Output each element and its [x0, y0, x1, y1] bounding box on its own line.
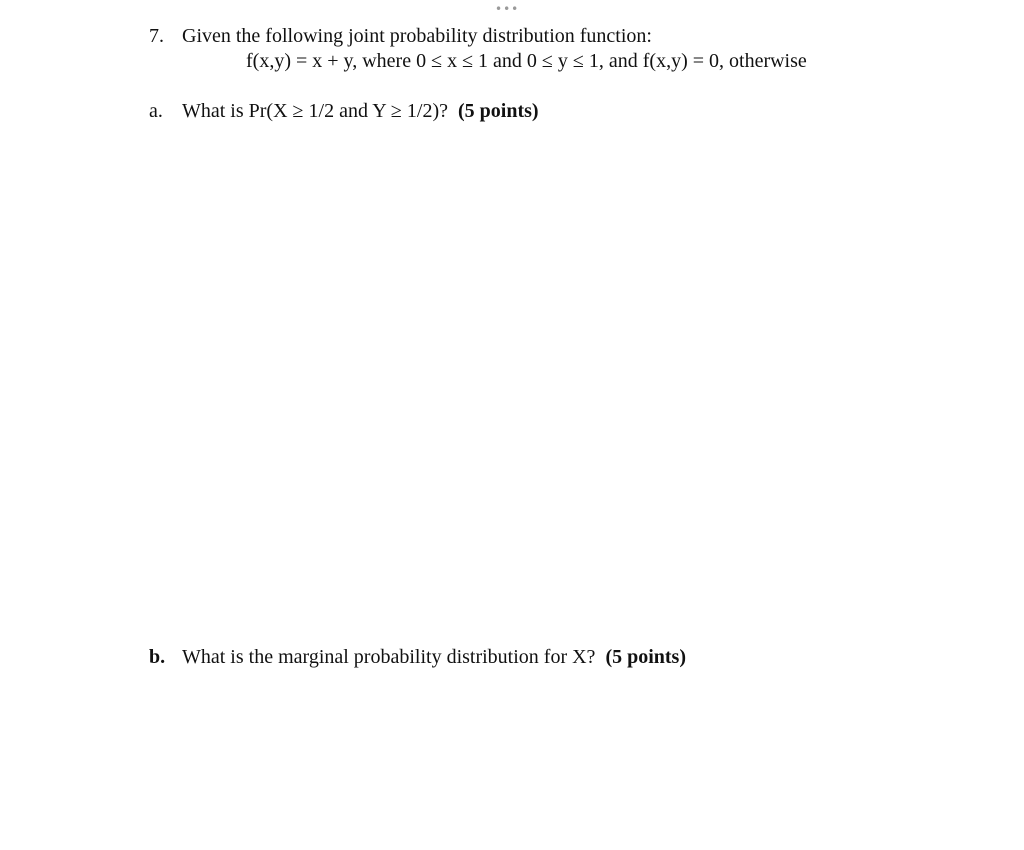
question-intro: Given the following joint probability distribution function: — [182, 25, 652, 47]
more-options-icon[interactable]: ••• — [495, 2, 520, 16]
question-number: 7. — [149, 25, 164, 47]
part-a-text: What is Pr(X ≥ 1/2 and Y ≥ 1/2)? — [182, 100, 448, 122]
part-b-text: What is the marginal probability distribution for X? — [182, 646, 596, 668]
part-a-label: a. — [149, 100, 163, 122]
part-a-answer-area — [149, 135, 869, 625]
part-b-label: b. — [149, 646, 166, 668]
part-b-points: (5 points) — [605, 646, 687, 668]
question-formula: f(x,y) = x + y, where 0 ≤ x ≤ 1 and 0 ≤ y ≤ 1, and f(x,y) = 0, otherwise — [246, 50, 807, 72]
part-a-points: (5 points) — [457, 100, 539, 122]
part-a-question — [182, 99, 539, 123]
part-b-answer-area — [149, 680, 869, 840]
part-b-question — [182, 645, 686, 669]
